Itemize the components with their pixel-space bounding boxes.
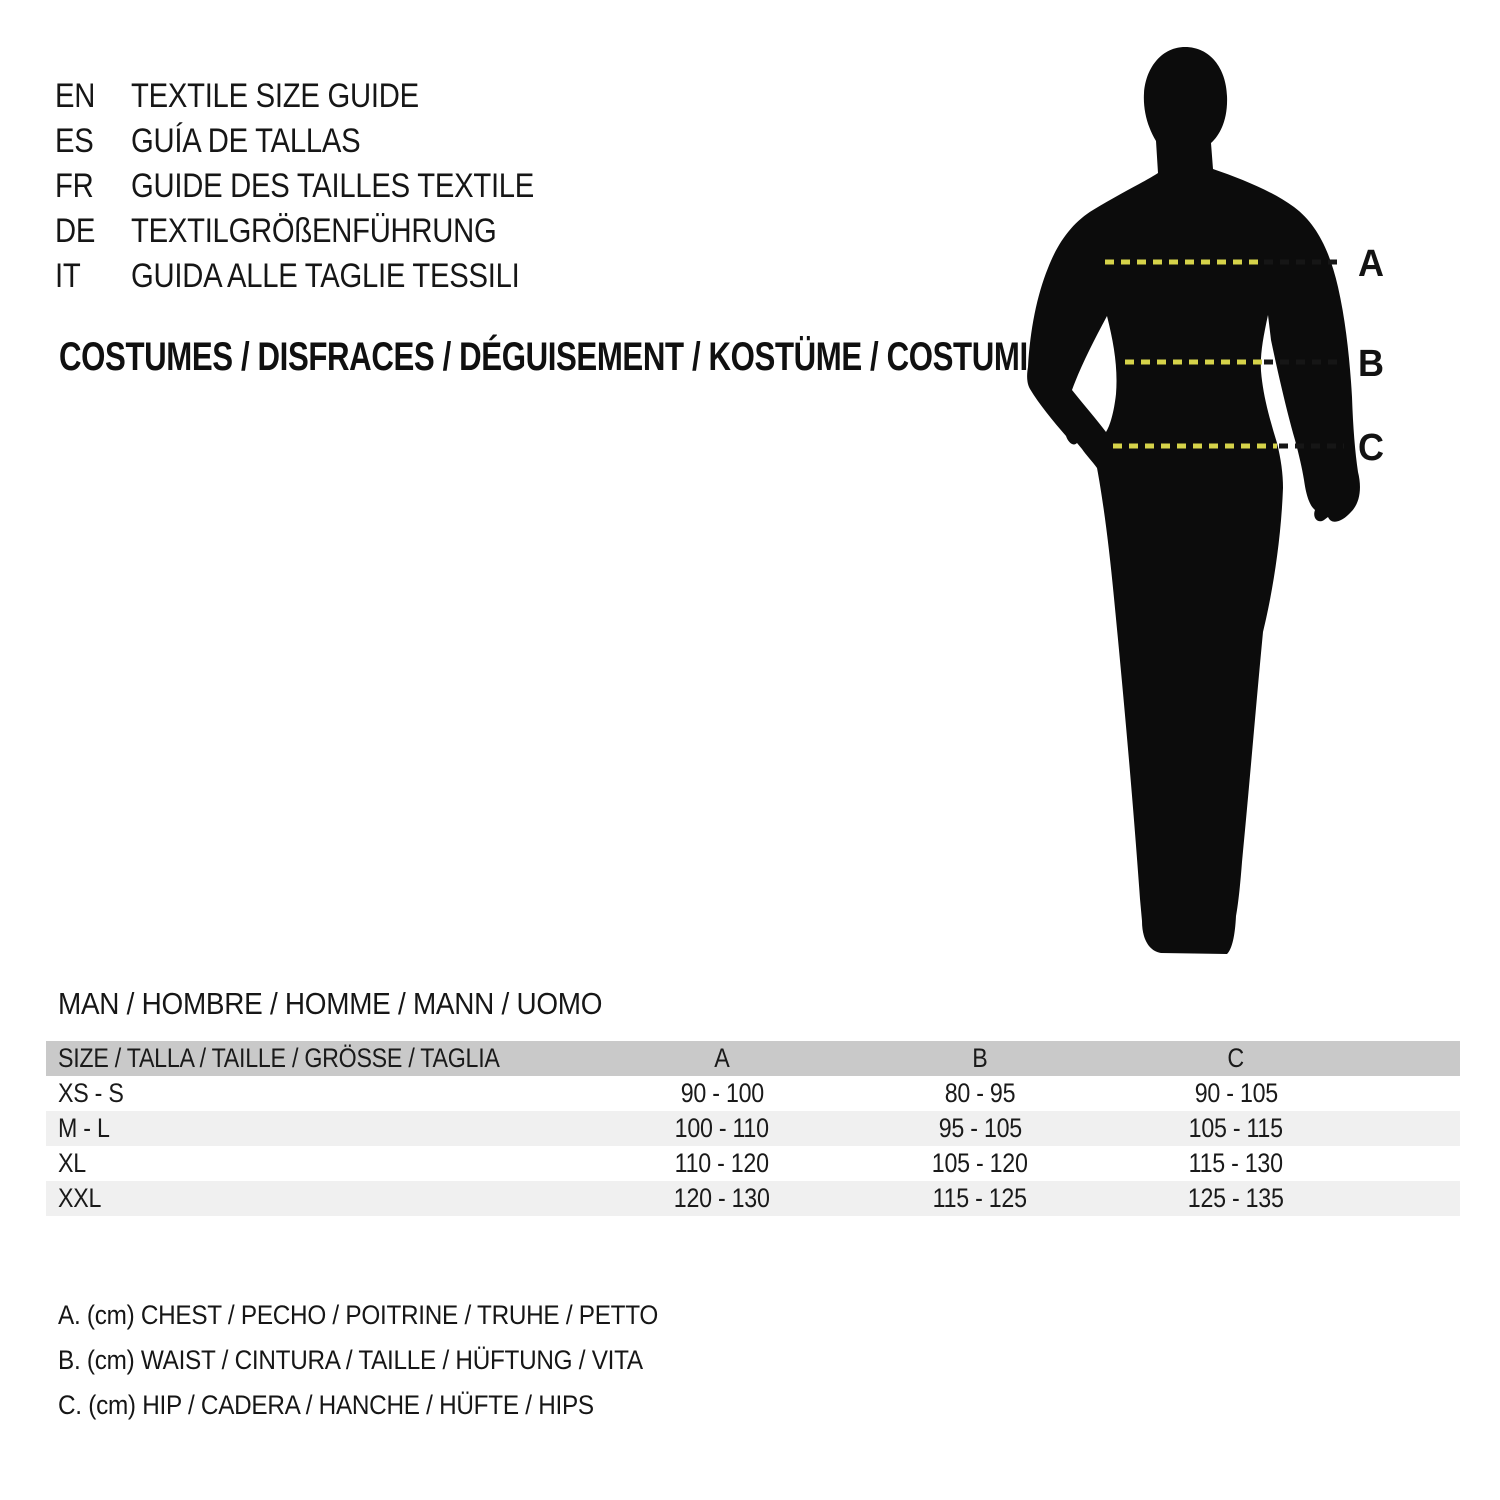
table-row-xxl [46, 1181, 1460, 1216]
table-row-xl [46, 1146, 1460, 1181]
column-header-c: C [1227, 1043, 1245, 1073]
measure-label-c: C [1358, 427, 1384, 469]
language-code: DE [55, 212, 96, 250]
gender-section-label: MAN / HOMBRE / HOMME / MANN / UOMO [58, 986, 603, 1021]
language-code: EN [55, 77, 96, 115]
category-heading: COSTUMES / DISFRACES / DÉGUISEMENT / KOSTÜME / COSTUMI [59, 335, 1028, 379]
measure-label-a: A [1358, 243, 1384, 285]
value-a: 90 - 100 [680, 1078, 764, 1108]
footnote-hip: C. (cm) HIP / CADERA / HANCHE / HÜFTE / HIPS [58, 1390, 594, 1420]
language-title: GUIDE DES TAILLES TEXTILE [131, 167, 535, 205]
language-code: FR [55, 167, 94, 205]
language-code: ES [55, 122, 94, 160]
size-column-header: SIZE / TALLA / TAILLE / GRÖSSE / TAGLIA [58, 1043, 500, 1073]
value-c: 125 - 135 [1188, 1183, 1284, 1213]
value-a: 120 - 130 [674, 1183, 770, 1213]
size-name: XXL [58, 1183, 102, 1213]
table-row-m-l [46, 1111, 1460, 1146]
language-row-en [55, 74, 600, 119]
size-table-header-row [46, 1041, 1460, 1076]
value-b: 115 - 125 [932, 1183, 1028, 1213]
language-list [55, 74, 600, 299]
footnote-waist: B. (cm) WAIST / CINTURA / TAILLE / HÜFTUNG / VITA [58, 1345, 643, 1375]
language-title: TEXTILGRÖßENFÜHRUNG [131, 212, 497, 250]
man-silhouette-svg [1000, 40, 1390, 970]
measure-footnotes [58, 1293, 725, 1428]
man-silhouette [1027, 47, 1360, 954]
measure-label-b: B [1358, 343, 1384, 385]
value-b: 80 - 95 [944, 1078, 1016, 1108]
value-c: 115 - 130 [1188, 1148, 1284, 1178]
value-c: 105 - 115 [1188, 1113, 1284, 1143]
column-header-b: B [972, 1043, 988, 1073]
column-header-a: A [714, 1043, 730, 1073]
man-silhouette-figure [1000, 40, 1390, 970]
value-a: 100 - 110 [674, 1113, 770, 1143]
size-name: XS - S [58, 1078, 124, 1108]
language-code: IT [55, 257, 81, 295]
size-name: M - L [58, 1113, 110, 1143]
size-name: XL [58, 1148, 86, 1178]
size-table [46, 1041, 1460, 1216]
value-b: 95 - 105 [938, 1113, 1022, 1143]
value-a: 110 - 120 [674, 1148, 770, 1178]
value-b: 105 - 120 [932, 1148, 1028, 1178]
footnote-chest: A. (cm) CHEST / PECHO / POITRINE / TRUHE / PETTO [58, 1300, 659, 1330]
language-row-de [55, 209, 600, 254]
language-row-it [55, 254, 600, 299]
table-row-xs-s [46, 1076, 1460, 1111]
language-row-fr [55, 164, 600, 209]
language-title: GUIDA ALLE TAGLIE TESSILI [131, 257, 520, 295]
value-c: 90 - 105 [1194, 1078, 1278, 1108]
language-title: TEXTILE SIZE GUIDE [131, 77, 419, 115]
language-row-es [55, 119, 600, 164]
language-title: GUÍA DE TALLAS [131, 122, 361, 160]
